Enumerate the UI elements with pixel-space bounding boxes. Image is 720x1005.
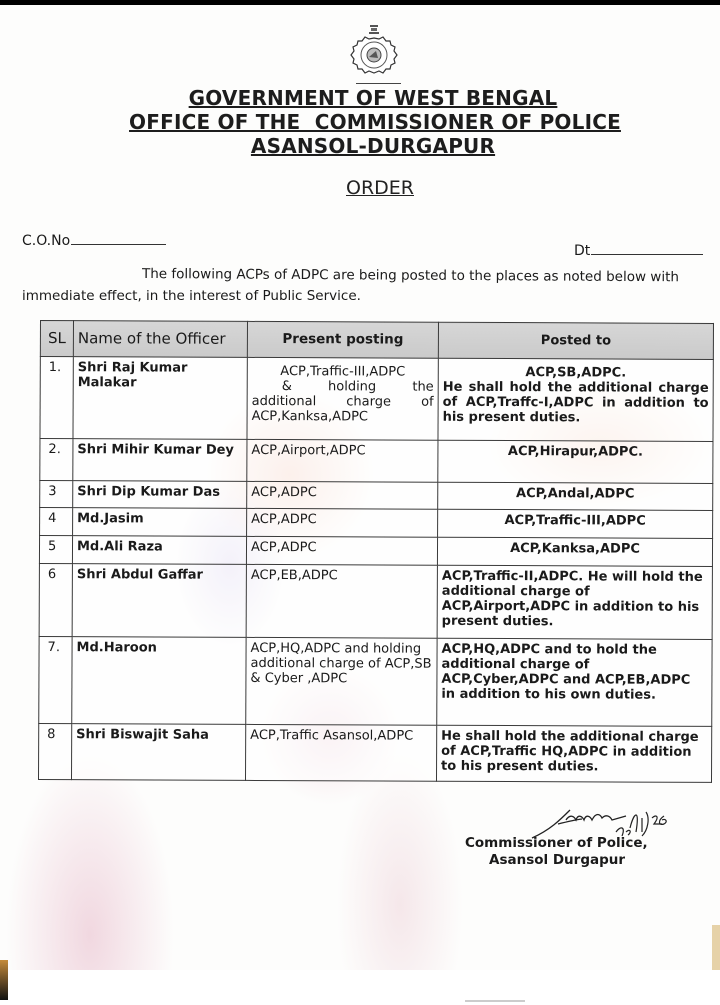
bottom-smudge [465,1000,525,1002]
header-present-posting: Present posting [247,321,438,358]
cell-name: Md.Ali Raza [72,536,246,565]
co-label: C.O.No [22,233,71,249]
posted-line-1: ACP,SB,ADPC. [525,365,627,381]
intro-line-1: The following ACPs of ADPC are being posted to the places as noted below with [141,266,680,286]
cell-present: ACP,ADPC [247,508,438,537]
heading-government: GOVERNMENT OF WEST BENGAL [188,86,558,110]
state-emblem-icon [345,24,403,84]
co-blank-line [71,244,166,245]
table-row [40,481,713,511]
photo-edge-left [0,960,8,1000]
cell-posted: ACP,Andal,ADPC [438,482,713,510]
cell-name: Shri Mihir Kumar Dey [73,439,247,482]
cell-sl: 6 [39,563,72,636]
cell-sl: 1. [40,357,73,439]
date-field [574,243,703,259]
co-number-field [22,233,166,249]
table-row [39,636,712,726]
cell-present: ACP,Airport,ADPC [247,439,438,482]
header-sl: SL [40,321,73,357]
table-row [38,723,711,782]
present-line-1: ACP,Traffic-III,ADPC [280,364,406,380]
header-name: Name of the Officer [73,321,247,358]
table-row [40,439,713,484]
cell-sl: 8 [38,723,71,779]
table-header-row [40,321,713,360]
signatory-title: Commissioner of Police, [465,835,648,851]
cell-sl: 3 [40,481,73,508]
cell-posted: ACP,Traffic-III,ADPC [438,509,713,538]
emblem-rule [356,83,401,84]
cell-posted [438,358,713,441]
cell-posted: ACP,Kanksa,ADPC [437,537,712,566]
cell-present: ACP,EB,ADPC [246,564,437,638]
cell-posted: ACP,Hirapur,ADPC. [438,440,713,483]
table-row [39,536,712,567]
table-row [40,357,713,442]
photo-edge-right [712,925,720,970]
heading-city: ASANSOL-DURGAPUR [250,134,496,158]
dt-blank-line [591,254,703,255]
posted-rest: He shall hold the additional charge of ACP,Traffc-I,ADPC in addition to his present duties. [442,379,709,426]
cell-present: ACP,ADPC [247,481,438,509]
cell-sl: 5 [39,536,72,564]
signatory-place: Asansol Durgapur [489,852,626,868]
cell-present: ACP,Traffic Asansol,ADPC [245,724,436,781]
cell-posted: ACP,Traffic-II,ADPC. He will hold the additional charge of ACP,Airport,ADPC in addition to his present duties. [437,565,712,639]
cell-sl: 7. [39,636,72,723]
cell-sl: 4 [40,508,73,536]
table-row [39,563,712,639]
cell-name: Shri Biswajit Saha [71,724,245,781]
cell-present: ACP,HQ,ADPC and holding additional charge of ACP,SB & Cyber ,ADPC [246,637,437,725]
present-rest: & holding the additional charge of ACP,Kanksa,ADPC [251,379,434,425]
cell-present: ACP,ADPC [246,536,437,565]
cell-posted: He shall hold the additional charge of ACP,Traffic HQ,ADPC in addition to his present duties. [436,725,711,782]
cell-name: Md.Haroon [72,637,246,725]
cell-present [247,357,438,440]
cell-name: Shri Raj Kumar Malakar [73,357,247,440]
cell-name: Md.Jasim [73,508,247,537]
intro-line-2: immediate effect, in the interest of Public Service. [22,288,361,304]
cell-posted: ACP,HQ,ADPC and to hold the additional charge of ACP,Cyber,ADPC and ACP,EB,ADPC in addition to his own duties. [437,638,712,726]
cell-name: Shri Abdul Gaffar [72,564,246,638]
cell-sl: 2. [40,439,73,481]
posting-table [38,320,714,783]
cell-name: Shri Dip Kumar Das [73,481,247,509]
table-row [40,508,713,539]
dt-label: Dt [574,243,591,259]
order-title: ORDER [346,177,414,199]
heading-office: OFFICE OF THE COMMISSIONER OF POLICE [129,110,621,134]
header-posted-to: Posted to [438,322,713,359]
